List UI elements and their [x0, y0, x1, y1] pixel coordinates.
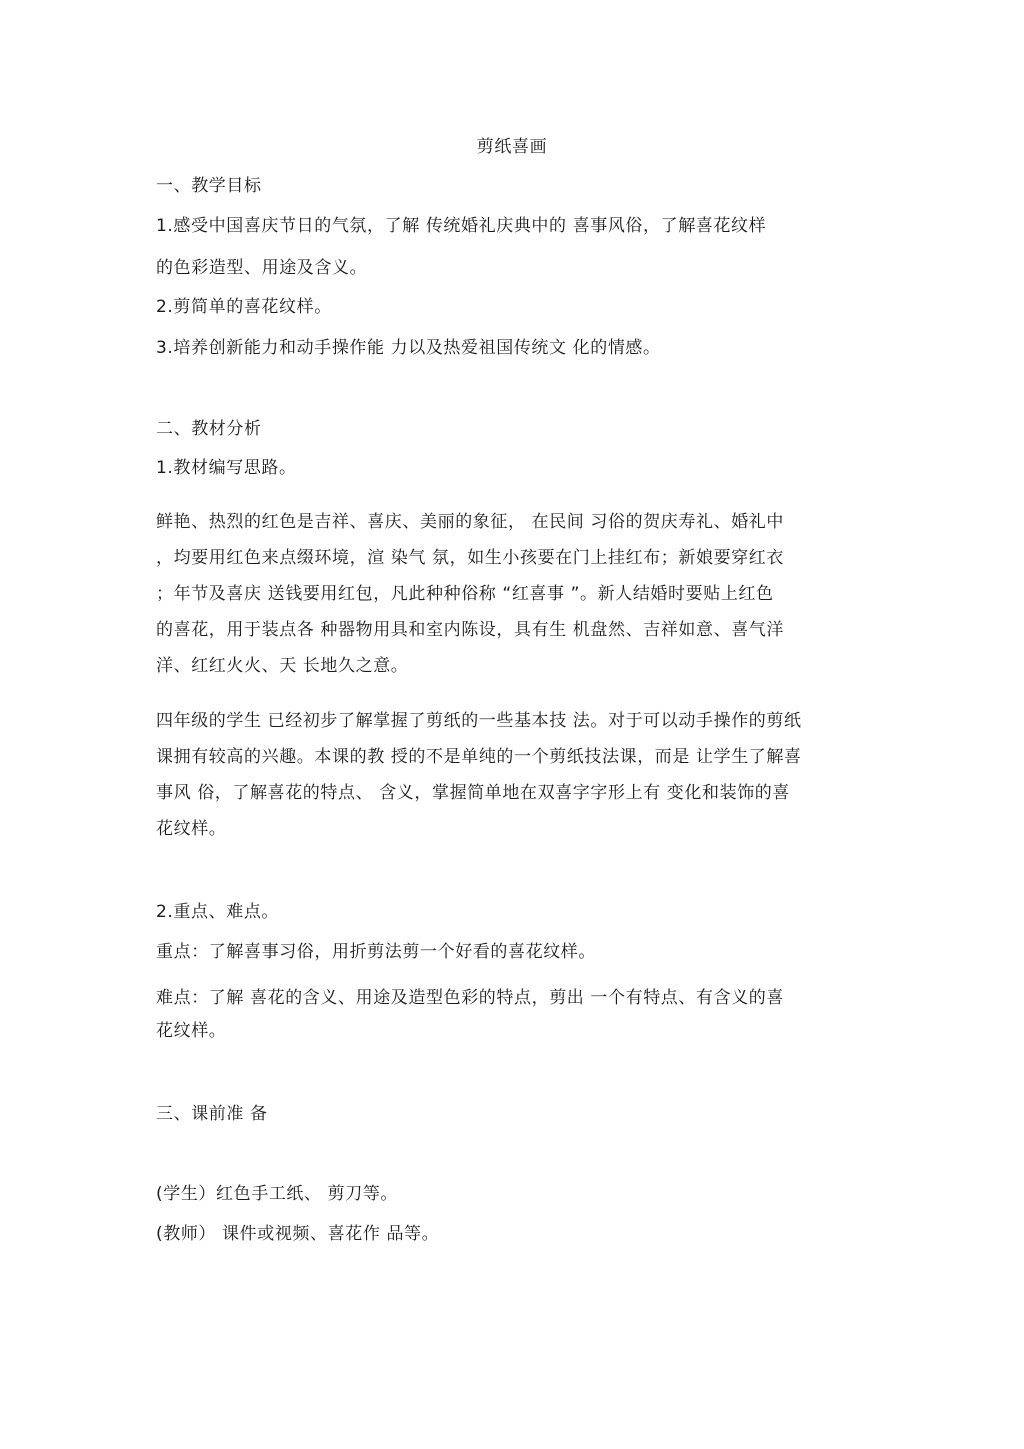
- paragraph-line: 事风 俗，了解喜花的特点、 含义，掌握简单地在双喜字字形上有 变化和装饰的喜: [156, 783, 791, 803]
- paragraph-line: 重点：了解喜事习俗，用折剪法剪一个好看的喜花纹样。: [156, 942, 596, 962]
- section-heading-objectives: 一、教学目标: [156, 176, 262, 196]
- paragraph-line: (教师） 课件或视频、喜花作 品等。: [156, 1224, 440, 1244]
- document-title: 剪纸喜画: [476, 137, 548, 157]
- paragraph-line: 花纹样。: [156, 1021, 227, 1041]
- paragraph-line: 鲜艳、热烈的红色是吉祥、喜庆、美丽的象征， 在民间 习俗的贺庆寿礼、婚礼中: [156, 512, 785, 532]
- paragraph-line: 3.培养创新能力和动手操作能 力以及热爱祖国传统文 化的情感。: [156, 338, 661, 358]
- paragraph-line: 的色彩造型、用途及含义。: [156, 258, 368, 278]
- paragraph-line: 洋、红红火火、天 长地久之意。: [156, 656, 409, 676]
- section-heading-analysis: 二、教材分析: [156, 419, 262, 439]
- paragraph-line: 花纹样。: [156, 819, 227, 839]
- subheading: 1.教材编写思路。: [156, 458, 297, 478]
- paragraph-line: (学生）红色手工纸、 剪刀等。: [156, 1184, 399, 1204]
- paragraph-line: 课拥有较高的兴趣。本课的教 授的不是单纯的一个剪纸技法课，而是 让学生了解喜: [156, 747, 802, 767]
- section-heading-preparation: 三、课前准 备: [156, 1104, 268, 1124]
- subheading: 2.重点、难点。: [156, 902, 280, 922]
- paragraph-line: 1.感受中国喜庆节日的气氛，了解 传统婚礼庆典中的 喜事风俗，了解喜花纹样: [156, 216, 767, 236]
- paragraph-line: 的喜花，用于装点各 种器物用具和室内陈设，具有生 机盘然、吉祥如意、喜气洋: [156, 620, 785, 640]
- paragraph-line: 难点：了解 喜花的含义、用途及造型色彩的特点，剪出 一个有特点、有含义的喜: [156, 988, 785, 1008]
- paragraph-line: 2.剪简单的喜花纹样。: [156, 297, 332, 317]
- paragraph-line: 四年级的学生 已经初步了解掌握了剪纸的一些基本技 法。对于可以动手操作的剪纸: [156, 711, 802, 731]
- paragraph-line: ；年节及喜庆 送钱要用红包，凡此种种俗称 “红喜事 ”。新人结婚时要贴上红色: [156, 584, 774, 604]
- paragraph-line: ，均要用红色来点缀环境，渲 染气 氛，如生小孩要在门上挂红布；新娘要穿红衣: [156, 548, 785, 568]
